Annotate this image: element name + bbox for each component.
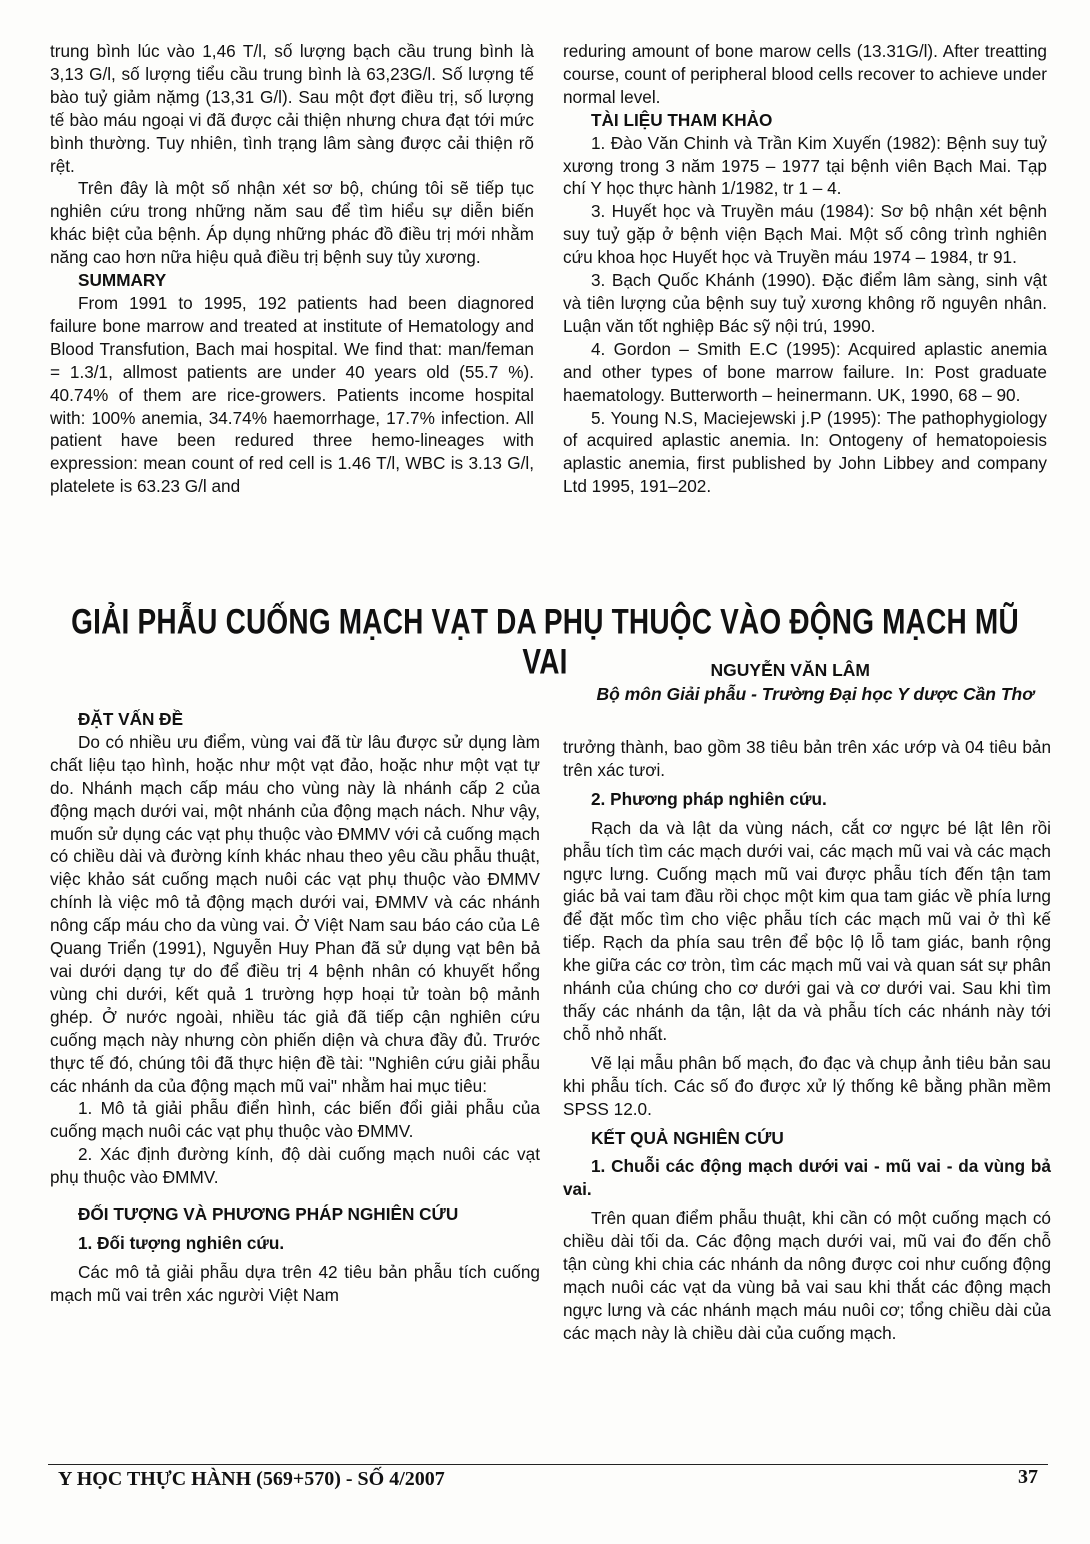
paragraph: trung bình lúc vào 1,46 T/l, số lượng bạch cầu trung bình là 3,13 G/l, số lượng tiểu cầu trung bình là 63,23G/l. Số lượng tế bào tuỷ giảm nặmg (13,31 G/l). Sau một đợt điều trị, số lượng tế bào máu ngoại vi đã được cải thiện nhưng chưa đạt tới mức bình thường. Tuy nhiên, tình trạng lâm sàng được cải thiện rõ rệt. [50,41,534,176]
references-heading: TÀI LIỆU THAM KHẢO [591,109,773,130]
bottom-right-column [563,736,1051,1345]
paragraph: Trên quan điểm phẫu thuật, khi cần có một cuống mạch có chiều dài tối da. Các động mạch dưới vai, mũ vai đo đến chỗ tận cùng khi chia các nhánh da nông được coi như cuống động mạch nuôi các vạt da vùng bả vai sau khi thắt các động mạch ngực lưng và các nhánh mạch máu nuôi cơ; tổng chiều dài của các mạch này là chiều dài của cuống mạch. [563,1208,1051,1343]
section-heading-methods: ĐỐI TƯỢNG VÀ PHƯƠNG PHÁP NGHIÊN CỨU [78,1204,459,1225]
article-title: GIẢI PHẪU CUỐNG MẠCH VẠT DA PHỤ THUỘC VÀO ĐỘNG MẠCH MŨ VAI [71,602,1019,681]
reference-item: 4. Gordon – Smith E.C (1995): Acquired aplastic anemia and other types of bone marrow failure. In: Post graduate haematology. Butterworth – heinermann. UK, 1990, 68 – 90. [563,338,1047,405]
paragraph: Trên đây là một số nhận xét sơ bộ, chúng tôi sẽ tiếp tục nghiên cứu trong những năm sau để tìm hiểu sự diễn biến khác biệt của bệnh. Áp dụng những phác đồ điều trị mới nhằm năng cao hơn nữa hiệu quả điều trị bệnh suy tủy xương. [50,178,534,268]
reference-item: 1. Đào Văn Chinh và Trần Kim Xuyến (1982): Bệnh suy tuỷ xương trong 3 năm 1975 – 1977 tại bệnh viên Bạch Mai. Tạp chí Y học thực hành 1/1982, tr 1 – 4. [563,132,1047,199]
page-number: 37 [1018,1466,1038,1488]
author-name: NGUYỄN VĂN LÂM [710,660,870,680]
author-block [460,658,1034,706]
summary-text-cont: reduring amount of bone marow cells (13.31G/l). After treatting course, count of peripheral blood cells recover to achieve under normal level. [563,41,1047,107]
section-heading-results: KẾT QUẢ NGHIÊN CỨU [591,1127,784,1148]
summary-heading: SUMMARY [78,270,167,291]
subsection-heading: 1. Đối tượng nghiên cứu. [78,1232,285,1253]
reference-item: 3. Bạch Quốc Khánh (1990). Đặc điểm lâm sàng, sinh vật và tiên lượng của bệnh suy tuỷ xương không rõ nguyên nhân. Luận văn tốt nghiệp Bác sỹ nội trú, 1990. [563,270,1047,336]
paragraph: Do có nhiều ưu điểm, vùng vai đã từ lâu được sử dụng làm chất liệu tạo hình, hoặc như một vạt đảo, hoặc như một vạt tự do. Nhánh mạch cấp máu cho vùng này là nhánh cấp 2 của động mạch dưới vai, một nhánh của động mạch nách. Như vậy, muốn sử dụng các vạt phụ thuộc vào ĐMMV với cả cuống mạch có chiều dài và đường kính khác nhau theo yêu cầu phẫu thuật, việc khảo sát cuống mạch nuôi các vạt phụ thuộc vào ĐMMV chính là việc mô tả động mạch dưới vai, ĐMMV và các nhánh nông cấp máu cho da vùng vai. Ở Việt Nam sau báo cáo của Lê Quang Triển (1991), Nguyễn Huy Phan đã sử dụng vạt bên bả vai dưới dạng tự do để điều trị 4 bệnh nhân có khuyết hổng vùng chi dưới, kết quả 1 trường hợp hoại tử toàn bộ mảnh ghép. Ở nước ngoài, nhiều tác giả đã tiếp cận nghiên cứu cuống mạch này nhưng còn phiến diện và chưa đầy đủ. Trước thực tế đó, chúng tôi đã thực hiện đề tài: "Nghiên cứu giải phẫu các nhánh da của động mạch mũ vai" nhằm hai mục tiêu: [50,731,540,1096]
paragraph: trưởng thành, bao gồm 38 tiêu bản trên xác ướp và 04 tiêu bản trên xác tươi. [563,737,1051,780]
summary-text: From 1991 to 1995, 192 patients had been diagnored failure bone marrow and treated at institute of Hematology and Blood Transfution, Bach mai hospital. We find that: man/feman = 1.3/1, allmost patients are under 40 years old (55.7 %). 40.74% of them are rice-growers. Patients income hospital with: 100% anemia, 34.74% haemorrhage, 17.7% infection. All patient have been redured three hemo-lineages with expression: mean count of red cell is 1.46 T/l, WBC is 3.13 G/l, platelete is 63.23 G/l and [50,292,534,497]
footer-rule [48,1464,1048,1465]
footer-journal: Y HỌC THỰC HÀNH (569+570) - SỐ 4/2007 [58,1468,445,1490]
author-affiliation: Bộ môn Giải phẫu - Trường Đại học Y dược Cần Thơ [596,684,1034,704]
top-left-column [50,40,534,498]
objective-item: 2. Xác định đường kính, độ dài cuống mạch nuôi các vạt phụ thuộc vào ĐMMV. [50,1144,540,1188]
reference-item: 5. Young N.S, Maciejewski j.P (1995): The pathophygiology of acquired aplastic anemia. In: Ontogeny of hematopoiesis aplastic anemia, first published by John Libbey and company Ltd 1995, 191–202. [563,407,1047,497]
subsection-heading: 1. Chuỗi các động mạch dưới vai - mũ vai - da vùng bả vai. [563,1156,1051,1200]
paragraph: Vẽ lại mẫu phân bố mạch, đo đạc và chụp ảnh tiêu bản sau khi phẫu tích. Các số đo được xử lý thống kê bằng phần mềm SPSS 12.0. [563,1052,1051,1119]
paragraph: Các mô tả giải phẫu dựa trên 42 tiêu bản phẫu tích cuống mạch mũ vai trên xác người Việt Nam [50,1261,540,1305]
top-right-column [563,40,1047,498]
reference-item: 3. Huyết học và Truyền máu (1984): Sơ bộ nhận xét bệnh suy tuỷ gặp ở bệnh viện Bạch Mai. Một số công trình nghiên cứu khoa học Huyết học và Truyền máu 1974 – 1984, tr 91. [563,201,1047,268]
bottom-left-column [50,708,540,1307]
section-heading-intro: ĐẶT VẤN ĐỀ [78,709,184,729]
subsection-heading: 2. Phương pháp nghiên cứu. [591,788,827,809]
paragraph: Rạch da và lật da vùng nách, cắt cơ ngực bé lật lên rồi phẫu tích tìm các mạch dưới vai, các mạch mũ vai và các mạch ngực lưng. Cuống mạch mũ vai được phẫu tích đến tận tam giác bả vai tam đầu rồi chọc một kim qua tam giác về phía lưng để đặt mốc tìm cho việc phẫu tích các mạch mũ vai ở thì kế tiếp. Rạch da phía sau trên để bộc lộ lỗ tam giác, banh rộng khe giữa các cơ tròn, tìm các mạch mũ vai và quan sát sự phân nhánh của chúng cho cơ dưới gai và cơ dưới vai. Sau khi tìm thấy các nhánh da tận, lật da và phẫu tích các nhánh này tới chỗ nhỏ nhất. [563,817,1051,1044]
objective-item: 1. Mô tả giải phẫu điển hình, các biến đổi giải phẫu của cuống mạch nuôi các vạt phụ thuộc vào ĐMMV. [50,1098,540,1142]
